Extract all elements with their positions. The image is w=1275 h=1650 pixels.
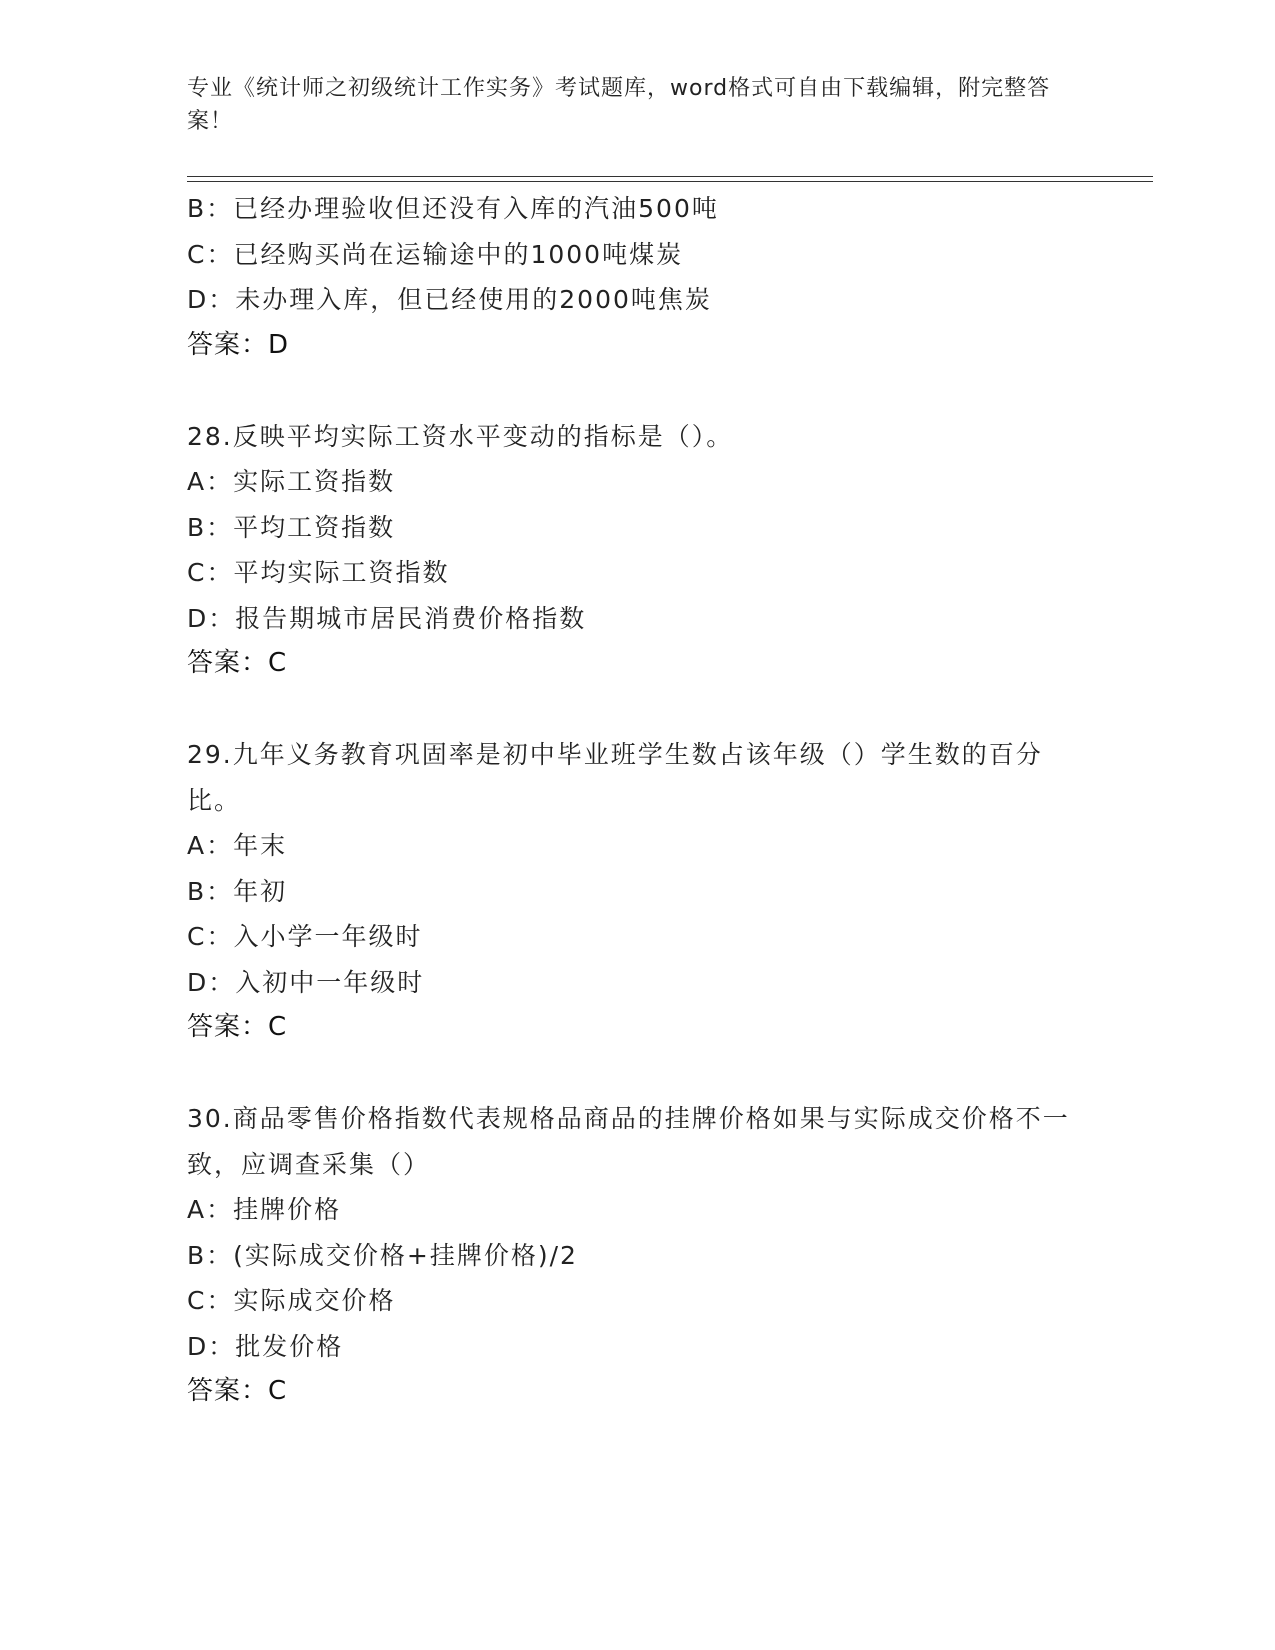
option-a: A：实际工资指数 xyxy=(187,467,396,496)
option-b: B：已经办理验收但还没有入库的汽油500吨 xyxy=(187,194,719,223)
question-28 xyxy=(187,414,1087,687)
option-d: D：批发价格 xyxy=(187,1331,344,1361)
spacer xyxy=(187,1051,1087,1097)
answer-label: 答案：C xyxy=(187,648,288,678)
option-a: A：年末 xyxy=(187,831,288,860)
option-b: B：年初 xyxy=(187,876,288,906)
option-d: D：报告期城市居民消费价格指数 xyxy=(187,603,587,633)
header-divider xyxy=(187,176,1153,182)
option-b: B：平均工资指数 xyxy=(187,512,396,542)
page-header: 专业《统计师之初级统计工作实务》考试题库，word格式可自由下载编辑，附完整答案！ xyxy=(187,76,1051,134)
answer-label: 答案：C xyxy=(187,1012,288,1042)
question-30 xyxy=(187,1096,1087,1415)
option-c: C：平均实际工资指数 xyxy=(187,558,450,587)
question-text: 30.商品零售价格指数代表规格品商品的挂牌价格如果与实际成交价格不一致，应调查采集（） xyxy=(187,1104,1070,1179)
option-c: C：已经购买尚在运输途中的1000吨煤炭 xyxy=(187,239,684,269)
answer-label: 答案：C xyxy=(187,1376,288,1406)
question-29 xyxy=(187,732,1087,1051)
question-27-continued xyxy=(187,186,1087,368)
question-text: 29.九年义务教育巩固率是初中毕业班学生数占该年级（）学生数的百分比。 xyxy=(187,740,1043,815)
spacer xyxy=(187,687,1087,733)
option-c: C：实际成交价格 xyxy=(187,1286,396,1315)
option-c: C：入小学一年级时 xyxy=(187,922,423,951)
question-text: 28.反映平均实际工资水平变动的指标是（）。 xyxy=(187,421,734,451)
option-a: A：挂牌价格 xyxy=(187,1195,342,1224)
answer-label: 答案：D xyxy=(187,329,290,360)
option-b: B：(实际成交价格+挂牌价格)/2 xyxy=(187,1240,578,1270)
option-d: D：入初中一年级时 xyxy=(187,967,425,997)
option-d: D：未办理入库，但已经使用的2000吨焦炭 xyxy=(187,285,712,314)
document-body xyxy=(187,186,1087,1415)
spacer xyxy=(187,368,1087,414)
